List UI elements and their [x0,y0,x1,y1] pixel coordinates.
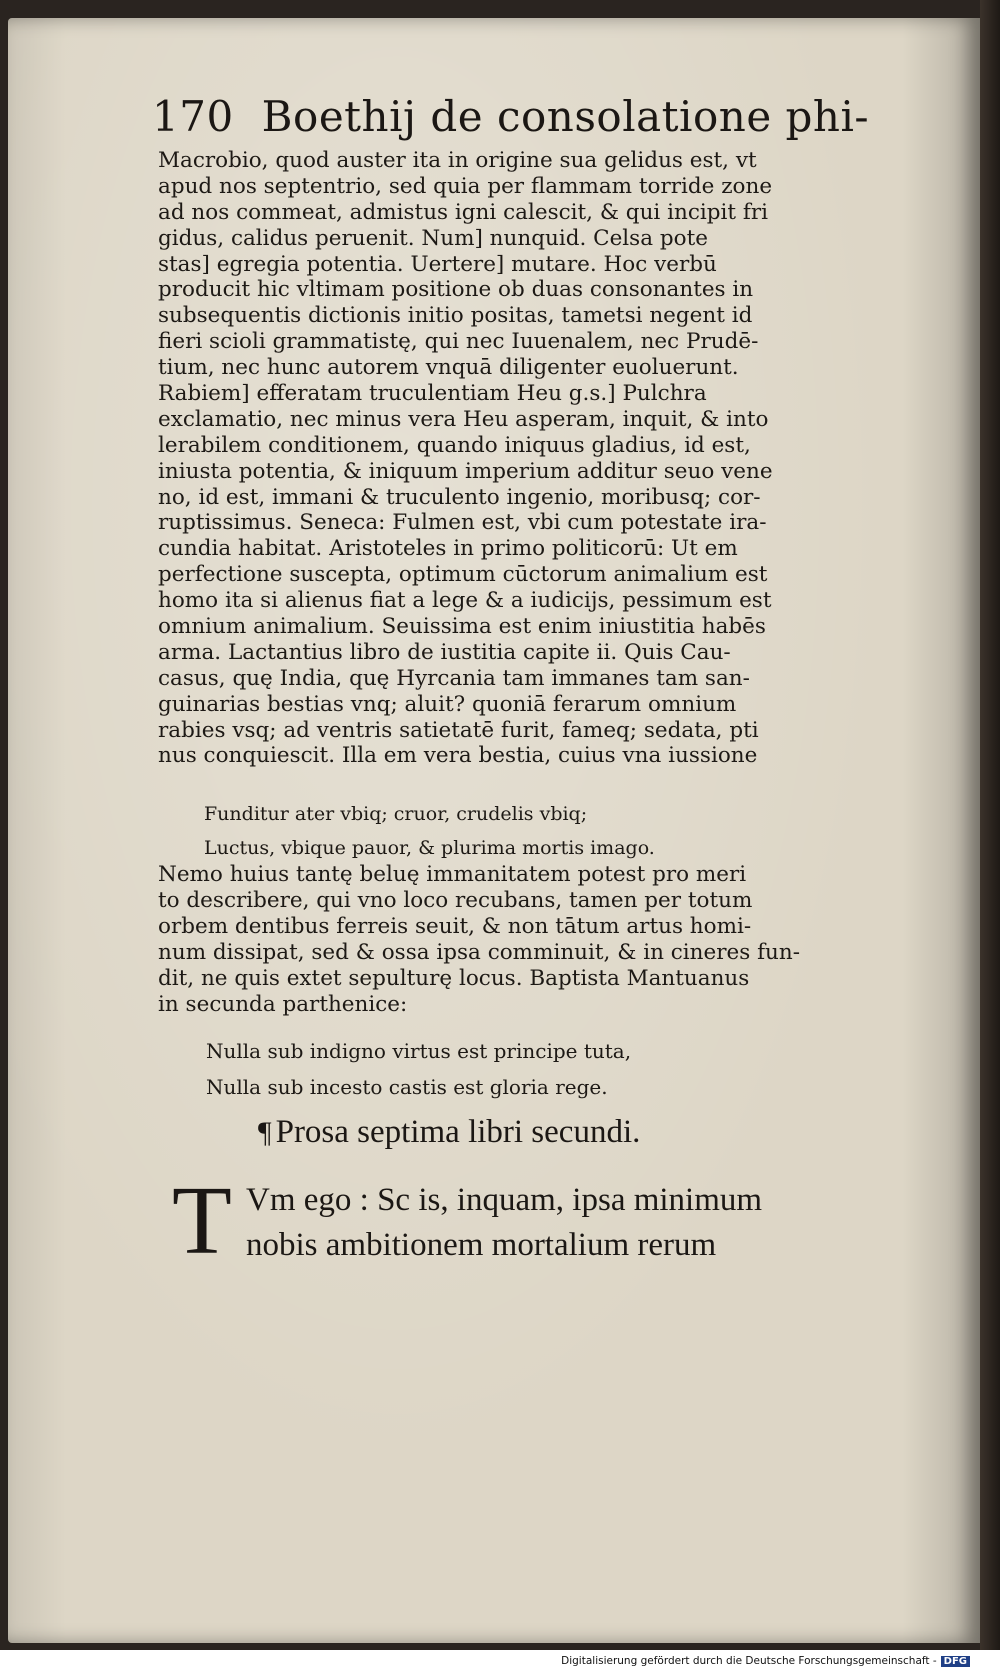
running-header [152,92,870,152]
commentary-block-1 [158,148,823,769]
text-line: stas] egregia potentia. Uertere] mutare. Hoc verbū [158,251,717,277]
text-line: in secunda parthenice: [158,992,408,1017]
prose-heading [258,1114,640,1151]
text-line: subsequentis dictionis initio positas, tametsi negent id [158,303,753,329]
dfg-logo: DFG [941,1656,970,1667]
running-title: Boethij de consolatione phi- [261,92,870,141]
text-line: num dissipat, sed & ossa ipsa comminuit, & in cineres fun- [158,940,801,965]
verse-quotation-1 [204,797,655,865]
text-line: lerabilem conditionem, quando iniquus gladius, id est, [158,432,751,458]
verse-line: Luctus, vbique pauor, & plurima mortis imago. [204,837,655,859]
commentary-block-2 [158,862,823,1018]
text-line: gidus, calidus peruenit. Num] nunquid. Celsa pote [158,225,708,251]
text-line: arma. Lactantius libro de iustitia capite ii. Quis Cau- [158,639,731,665]
text-line: homo ita si alienus fiat a lege & a iudicijs, pessimum est [158,588,772,614]
text-line: ruptissimus. Seneca: Fulmen est, vbi cum potestate ira- [158,510,767,536]
text-line: ad nos commeat, admistus igni calescit, & qui incipit fri [158,199,768,225]
text-line: Rabiem] efferatam truculentiam Heu g.s.] Pulchra [158,381,707,407]
digitization-credit [561,1655,970,1667]
drop-cap: T [172,1167,232,1275]
opening-text [246,1178,762,1268]
opening-line: nobis ambitionem mortalium rerum [246,1227,717,1263]
text-line: guinarias bestias vnq; aluit? quoniā ferarum omnium [158,691,737,717]
verse-line: Nulla sub indigno virtus est principe tuta, [206,1039,632,1063]
text-line: omnium animalium. Seuissima est enim iniustitia habēs [158,614,766,640]
opening-line: Vm ego : Sc is, inquam, ipsa minimum [246,1182,763,1218]
verse-line: Funditur ater vbiq; cruor, crudelis vbiq; [204,803,588,825]
text-line: rabies vsq; ad ventris satietatē furit, fameq; sedata, pti [158,717,759,743]
text-line: dit, ne quis extet sepulturę locus. Baptista Mantuanus [158,966,750,991]
text-line: orbem dentibus ferreis seuit, & non tātum artus homi- [158,914,752,939]
text-line: fieri scioli grammatistę, qui nec Iuuenalem, nec Prudē- [158,329,759,355]
pilcrow-icon: ¶ [258,1116,272,1149]
text-line: apud nos septentrio, sed quia per flammam torride zone [158,173,773,199]
text-line: perfectione suscepta, optimum cūctorum animalium est [158,562,768,588]
text-line: to describere, qui vno loco recubans, tamen per totum [158,888,753,913]
credit-text: Digitalisierung gefördert durch die Deutsche Forschungsgemeinschaft - [561,1655,937,1667]
verse-line: Nulla sub incesto castis est gloria rege. [206,1075,608,1099]
verse-quotation-2 [206,1033,631,1105]
book-edge [980,0,1000,1650]
prose-heading-text: Prosa septima libri secundi. [275,1114,641,1150]
text-line: nus conquiescit. Illa em vera bestia, cuius vna iussione [158,743,758,769]
text-line: Macrobio, quod auster ita in origine sua gelidus est, vt [158,148,757,173]
text-line: no, id est, immani & truculento ingenio, moribusq; cor- [158,484,761,510]
text-line: exclamatio, nec minus vera Heu asperam, inquit, & into [158,406,769,432]
text-line: casus, quę India, quę Hyrcania tam immanes tam san- [158,665,750,691]
text-line: producit hic vltimam positione ob duas consonantes in [158,277,754,303]
text-line: tium, nec hunc autorem vnquā diligenter euoluerunt. [158,355,739,381]
text-line: cundia habitat. Aristoteles in primo politicorū: Ut em [158,536,738,562]
text-line: Nemo huius tantę beluę immanitatem potest pro meri [158,862,747,887]
text-line: iniusta potentia, & iniquum imperium additur seuo vene [158,458,773,484]
page-number: 170 [152,92,234,141]
